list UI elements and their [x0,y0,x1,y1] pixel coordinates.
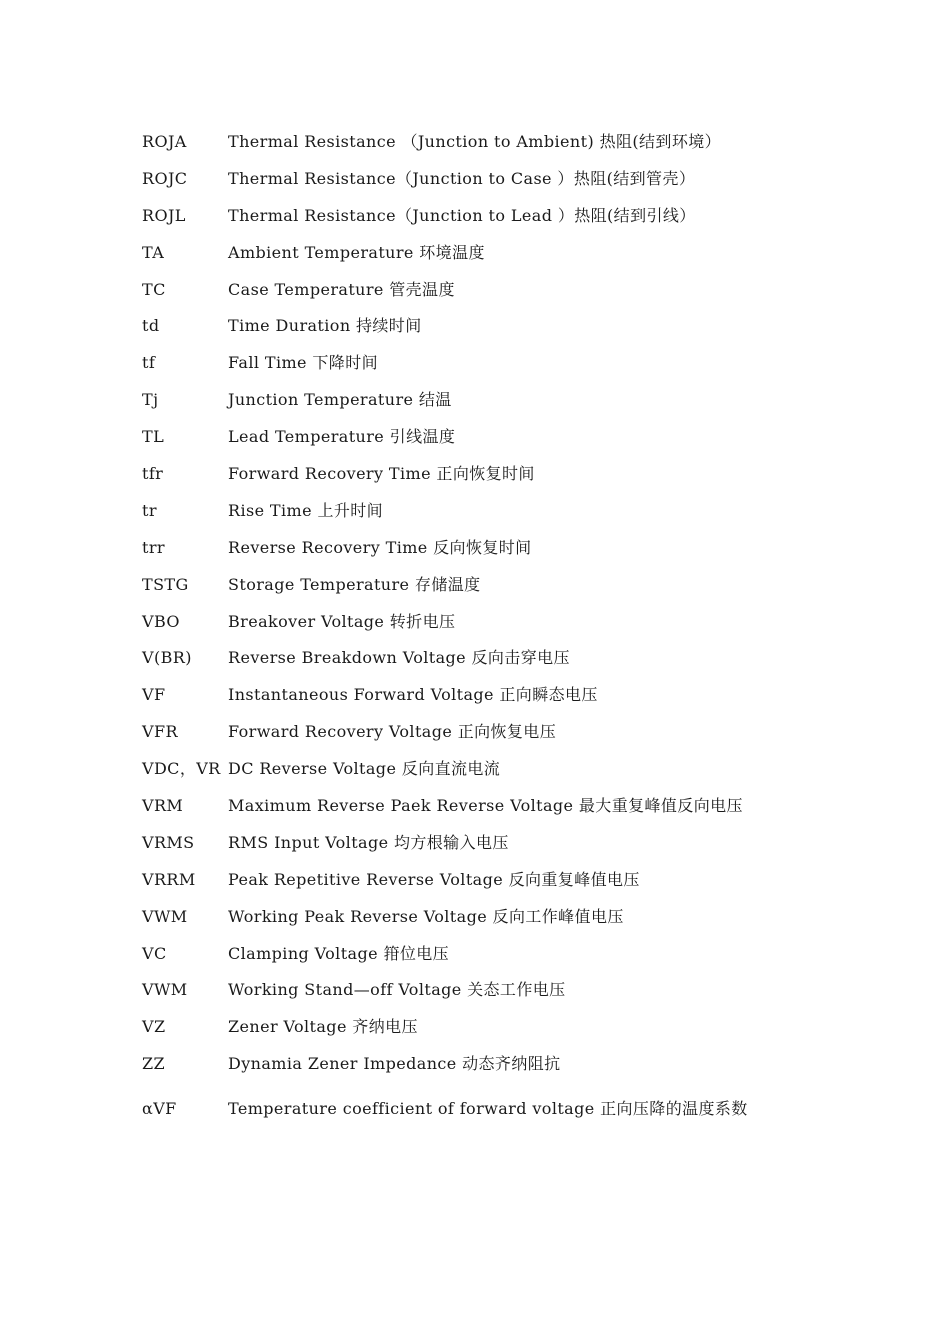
glossary-row [142,310,792,347]
glossary-symbol: tf [142,353,156,373]
glossary-row [142,1011,792,1048]
glossary-symbol: tfr [142,464,164,484]
glossary-row [142,237,792,274]
glossary-row [142,753,792,790]
glossary-symbol: VF [142,685,166,705]
glossary-symbol: VRM [142,796,184,816]
glossary-definition: DC Reverse Voltage 反向直流电流 [228,759,501,779]
glossary-definition: Lead Temperature 引线温度 [228,427,456,447]
glossary-definition: Maximum Reverse Paek Reverse Voltage 最大重复峰值反向电压 [228,796,743,816]
glossary-definition: Reverse Recovery Time 反向恢复时间 [228,537,532,557]
glossary-definition: Rise Time 上升时间 [228,500,384,520]
glossary-definition: Working Peak Reverse Voltage 反向工作峰值电压 [228,906,624,926]
glossary-symbol: VWM [142,980,188,1000]
glossary-row [142,274,792,311]
glossary-definition: RMS Input Voltage 均方根输入电压 [228,832,509,852]
glossary-symbol: ROJL [142,205,186,225]
glossary-definition: Working Stand—off Voltage 关态工作电压 [228,980,566,1000]
glossary-symbol: VRMS [142,832,195,852]
glossary-symbol: TSTG [142,574,189,594]
glossary-symbol: VFR [142,722,178,742]
glossary-symbol: ROJC [142,168,188,188]
glossary-symbol: Tj [142,390,159,410]
glossary-definition: Dynamia Zener Impedance 动态齐纳阻抗 [228,1054,561,1074]
glossary-symbol: VWM [142,906,188,926]
glossary-symbol: VRRM [142,869,196,889]
glossary-definition: Breakover Voltage 转折电压 [228,611,456,631]
glossary-definition: Time Duration 持续时间 [228,316,422,336]
glossary-row [142,458,792,495]
glossary-row [142,679,792,716]
glossary-row [142,642,792,679]
glossary-row [142,126,792,163]
glossary-definition: Peak Repetitive Reverse Voltage 反向重复峰值电压 [228,869,640,889]
glossary-definition: Instantaneous Forward Voltage 正向瞬态电压 [228,685,598,705]
glossary-definition: Case Temperature 管壳温度 [228,279,455,299]
glossary-definition: Fall Time 下降时间 [228,353,378,373]
glossary-row [142,569,792,606]
glossary-row [142,163,792,200]
glossary-definition: Reverse Breakdown Voltage 反向击穿电压 [228,648,570,668]
symbol-glossary [142,126,792,1133]
glossary-row [142,716,792,753]
glossary-definition: Ambient Temperature 环境温度 [228,242,485,262]
glossary-row [142,532,792,569]
glossary-symbol: tr [142,500,157,520]
glossary-symbol: VBO [142,611,180,631]
glossary-symbol: ROJA [142,132,187,151]
glossary-symbol: VC [142,943,167,963]
glossary-symbol: αVF [142,1099,177,1119]
glossary-definition: Thermal Resistance （Junction to Ambient) 热阻(结到环境） [228,132,722,151]
glossary-definition: Forward Recovery Time 正向恢复时间 [228,464,535,484]
glossary-definition: Forward Recovery Voltage 正向恢复电压 [228,722,557,742]
glossary-symbol: TC [142,279,166,299]
glossary-symbol: td [142,316,160,336]
glossary-row [142,421,792,458]
glossary-row [142,384,792,421]
glossary-definition: Thermal Resistance（Junction to Case ）热阻(结到管壳） [228,168,696,188]
glossary-definition: Zener Voltage 齐纳电压 [228,1017,418,1037]
glossary-row [142,790,792,827]
glossary-row [142,901,792,938]
glossary-definition: Storage Temperature 存储温度 [228,574,481,594]
glossary-row [142,347,792,384]
glossary-row [142,200,792,237]
glossary-definition: Temperature coefficient of forward voltage 正向压降的温度系数 [228,1099,748,1119]
glossary-row [142,938,792,975]
glossary-row [142,1048,792,1085]
glossary-row [142,495,792,532]
glossary-symbol: VDC，VR [142,759,221,779]
glossary-row [142,864,792,901]
glossary-definition: Clamping Voltage 箝位电压 [228,943,450,963]
glossary-symbol: VZ [142,1017,166,1037]
glossary-row [142,606,792,643]
glossary-row [142,974,792,1011]
glossary-symbol: trr [142,537,165,557]
glossary-row [142,827,792,864]
glossary-symbol: ZZ [142,1054,166,1074]
glossary-symbol: TA [142,242,165,262]
glossary-symbol: TL [142,427,165,447]
glossary-definition: Thermal Resistance（Junction to Lead ）热阻(结到引线） [228,205,696,225]
glossary-definition: Junction Temperature 结温 [228,390,452,410]
glossary-row [142,1085,792,1133]
glossary-symbol: V(BR) [142,648,192,668]
